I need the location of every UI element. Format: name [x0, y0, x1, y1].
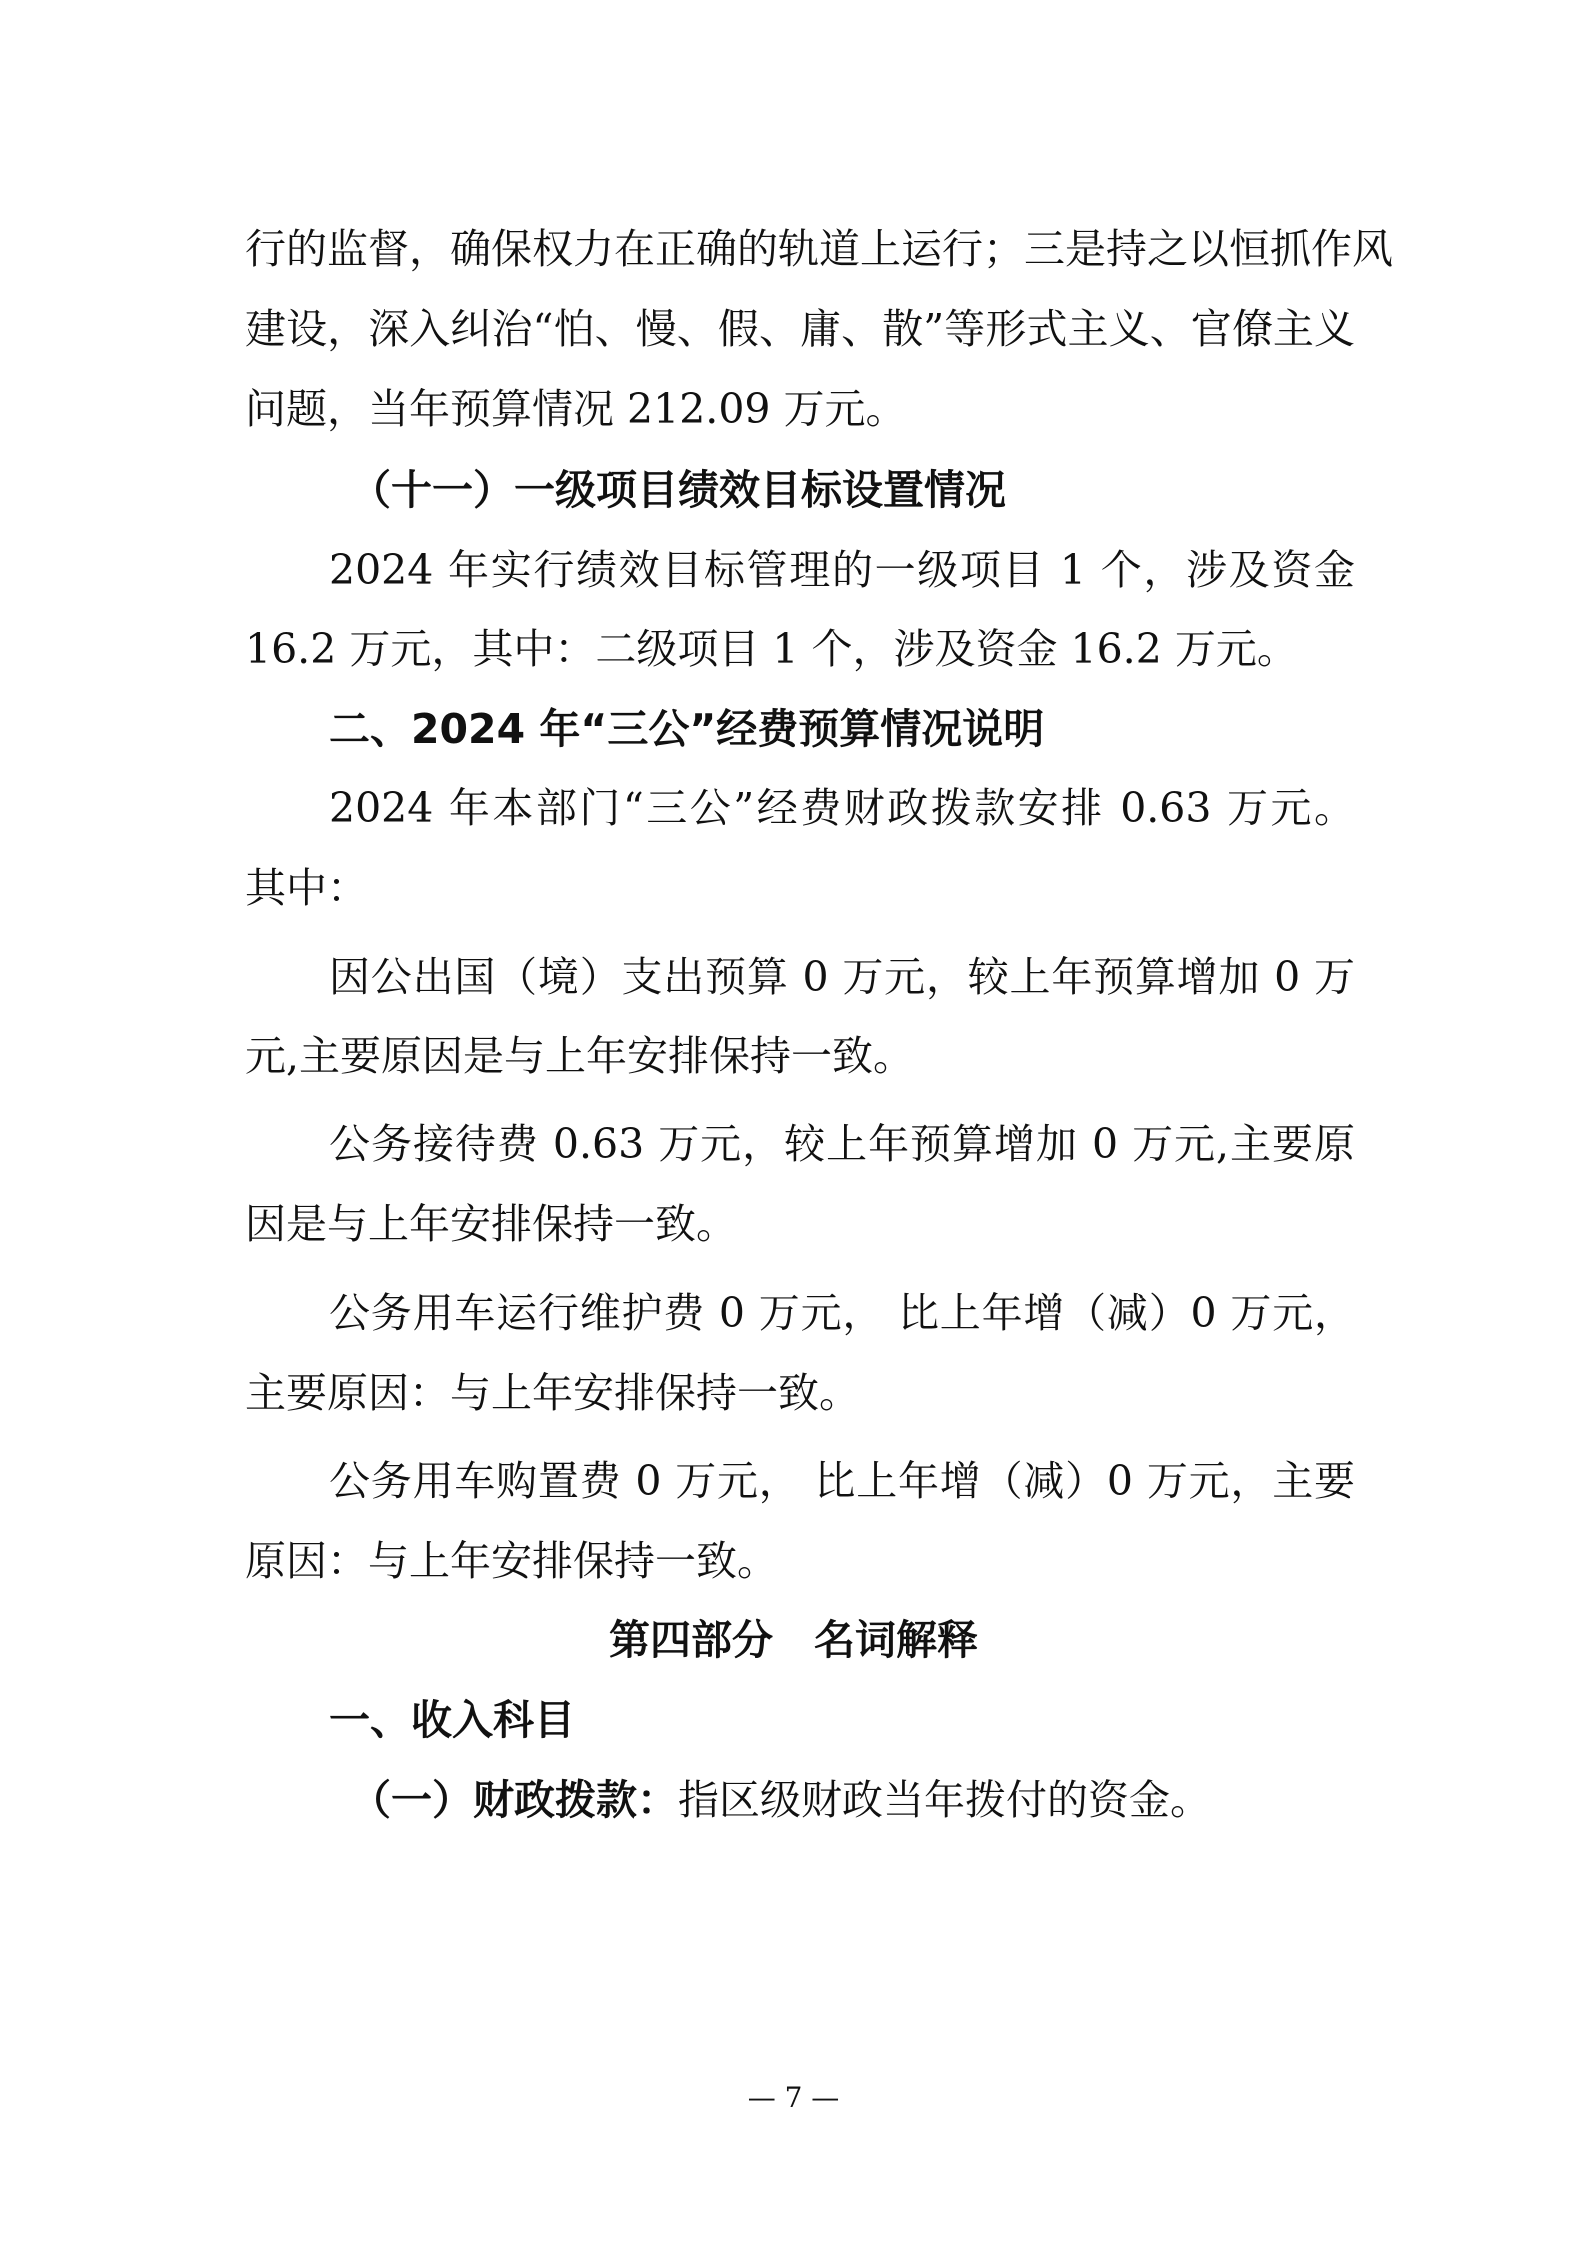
text-line: 其中：: [245, 864, 368, 912]
part-title: 第四部分 名词解释: [609, 1616, 978, 1664]
text-line: 行的监督，确保权力在正确的轨道上运行；三是持之以恒抓作风: [245, 225, 1393, 273]
text-line: 16.2 万元，其中：二级项目 1 个，涉及资金 16.2 万元。: [245, 625, 1298, 673]
text-line: 主要原因：与上年安排保持一致。: [245, 1369, 860, 1417]
section-heading: 二、2024 年“三公”经费预算情况说明: [329, 705, 1045, 753]
page-number: — 7 —: [747, 2081, 840, 2114]
text-line: 公务接待费 0.63 万元，较上年预算增加 0 万元,主要原: [329, 1120, 1355, 1168]
definition-text: 指区级财政当年拨付的资金。: [678, 1776, 1211, 1824]
definition-item: [350, 1770, 1376, 1830]
definition-label: （一）财政拨款：: [350, 1776, 678, 1824]
text-line: 因公出国（境）支出预算 0 万元，较上年预算增加 0 万: [329, 953, 1355, 1001]
text-line: 2024 年实行绩效目标管理的一级项目 1 个，涉及资金: [329, 546, 1355, 594]
text-line: 建设，深入纠治“怕、慢、假、庸、散”等形式主义、官僚主义: [245, 305, 1355, 353]
section-heading: 一、收入科目: [329, 1696, 575, 1744]
text-line: 因是与上年安排保持一致。: [245, 1200, 737, 1248]
section-heading: （十一）一级项目绩效目标设置情况: [350, 466, 1006, 514]
text-line: 公务用车运行维护费 0 万元， 比上年增（减）0 万元，: [329, 1289, 1355, 1337]
text-line: 2024 年本部门“三公”经费财政拨款安排 0.63 万元。: [329, 784, 1355, 832]
text-line: 问题，当年预算情况 212.09 万元。: [245, 385, 907, 433]
text-line: 原因：与上年安排保持一致。: [245, 1537, 778, 1585]
text-line: 元,主要原因是与上年安排保持一致。: [245, 1032, 915, 1080]
text-line: 公务用车购置费 0 万元， 比上年增（减）0 万元，主要: [329, 1457, 1355, 1505]
